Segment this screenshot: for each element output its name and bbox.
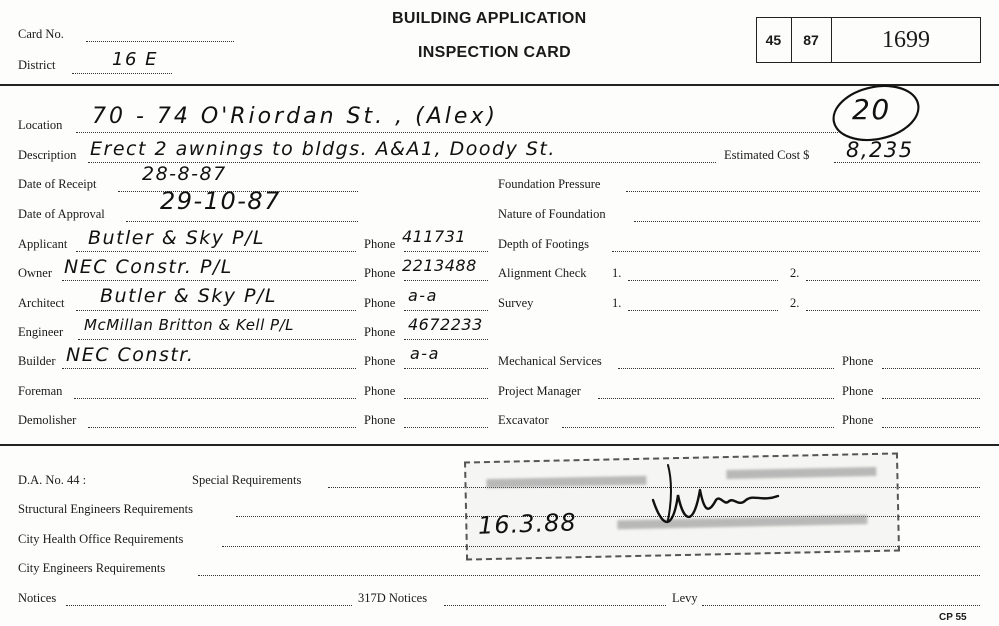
depth-of-footings-label: Depth of Footings [498,237,589,251]
nature-of-foundation-label: Nature of Foundation [498,207,606,221]
location-line [76,132,840,133]
date-of-receipt-label: Date of Receipt [18,177,97,191]
survey-2-line [806,310,980,311]
location-value: 70 - 74 O'Riordan St. , (Alex) [92,104,499,129]
levy-label: Levy [672,591,698,605]
builder-value: NEC Constr. [66,344,195,366]
da-no-label: D.A. No. 44 : [18,473,87,487]
project-manager-phone-line [882,398,980,399]
builder-label: Builder [18,354,56,368]
applicant-value: Butler & Sky P/L [88,227,265,249]
architect-phone-label: Phone [364,296,396,310]
notices-317d-line [444,605,666,606]
owner-value: NEC Constr. P/L [64,256,233,278]
notices-317d-label: 317D Notices [358,591,428,605]
section-divider [0,444,999,446]
description-label: Description [18,148,77,162]
excavator-phone-line [882,427,980,428]
builder-phone-value: a-a [410,344,440,363]
architect-value: Butler & Sky P/L [100,285,277,307]
card-number-a: 45 [765,32,782,48]
date-of-receipt-value: 28-8-87 [142,163,227,185]
levy-line [702,605,980,606]
depth-of-footings-line [612,251,980,252]
project-manager-line [598,398,834,399]
nature-of-foundation-line [634,221,980,222]
estimated-cost-value: 8,235 [846,138,914,162]
survey-label: Survey [498,296,534,310]
mechanical-services-line [618,368,834,369]
date-of-approval-line [126,221,358,222]
alignment-check-label: Alignment Check [498,266,587,280]
mechanical-services-phone-label: Phone [842,354,874,368]
architect-phone-line [404,310,488,311]
owner-phone-label: Phone [364,266,396,280]
date-of-approval-value: 29-10-87 [160,187,281,215]
estimated-cost-line [834,162,980,163]
excavator-line [562,427,834,428]
city-engineers-label: City Engineers Requirements [18,561,166,575]
excavator-label: Excavator [498,413,549,427]
estimated-cost-label: Estimated Cost $ [724,148,810,162]
engineer-phone-line [404,339,488,340]
demolisher-line [88,427,356,428]
engineer-line [78,339,356,340]
applicant-phone-line [404,251,488,252]
architect-phone-value: a-a [408,286,438,305]
foundation-pressure-line [626,191,980,192]
foreman-line [74,398,356,399]
date-of-approval-label: Date of Approval [18,207,105,221]
district-label: District [18,58,56,72]
builder-line [62,368,356,369]
engineer-phone-value: 4672233 [408,315,483,334]
applicant-phone-label: Phone [364,237,396,251]
project-manager-label: Project Manager [498,384,581,398]
city-engineers-line [198,575,980,576]
location-label: Location [18,118,63,132]
structural-requirements-label: Structural Engineers Requirements [18,502,193,516]
district-value: 16 E [112,49,158,70]
engineer-phone-label: Phone [364,325,396,339]
card-number-main: 1699 [831,18,980,62]
survey-1-label: 1. [612,296,622,310]
architect-line [76,310,356,311]
alignment-check-2-line [806,280,980,281]
stamp-date: 16.3.88 [477,508,578,540]
survey-2-label: 2. [790,296,800,310]
builder-phone-label: Phone [364,354,396,368]
builder-phone-line [404,368,488,369]
foreman-phone-label: Phone [364,384,396,398]
owner-label: Owner [18,266,53,280]
inspector-signature [638,460,788,540]
notices-label: Notices [18,591,57,605]
health-requirements-label: City Health Office Requirements [18,532,184,546]
engineer-label: Engineer [18,325,64,339]
demolisher-phone-line [404,427,488,428]
alignment-check-1-line [628,280,778,281]
form-title-line2: INSPECTION CARD [418,44,571,61]
demolisher-phone-label: Phone [364,413,396,427]
foreman-phone-line [404,398,488,399]
foundation-pressure-label: Foundation Pressure [498,177,601,191]
demolisher-label: Demolisher [18,413,77,427]
owner-line [62,280,356,281]
alignment-check-2-label: 2. [790,266,800,280]
circled-note-text: 20 [852,93,891,126]
card-no-label: Card No. [18,27,64,41]
mechanical-services-label: Mechanical Services [498,354,602,368]
applicant-line [76,251,356,252]
applicant-label: Applicant [18,237,68,251]
survey-1-line [628,310,778,311]
special-requirements-label: Special Requirements [192,473,302,487]
form-title-line1: BUILDING APPLICATION [392,10,587,27]
mechanical-services-phone-line [882,368,980,369]
excavator-phone-label: Phone [842,413,874,427]
card-number-b: 87 [791,18,830,62]
project-manager-phone-label: Phone [842,384,874,398]
card-number-box [756,17,981,63]
owner-phone-line [404,280,488,281]
form-code: CP 55 [939,612,967,623]
owner-phone-value: 2213488 [402,256,477,275]
alignment-check-1-label: 1. [612,266,622,280]
card-no-line [86,41,234,42]
district-line [72,73,172,74]
foreman-label: Foreman [18,384,63,398]
architect-label: Architect [18,296,65,310]
notices-line [66,605,352,606]
engineer-value: McMillan Britton & Kell P/L [84,316,294,334]
applicant-phone-value: 411731 [402,227,467,246]
description-value: Erect 2 awnings to bldgs. A&A1, Doody St. [90,138,556,160]
